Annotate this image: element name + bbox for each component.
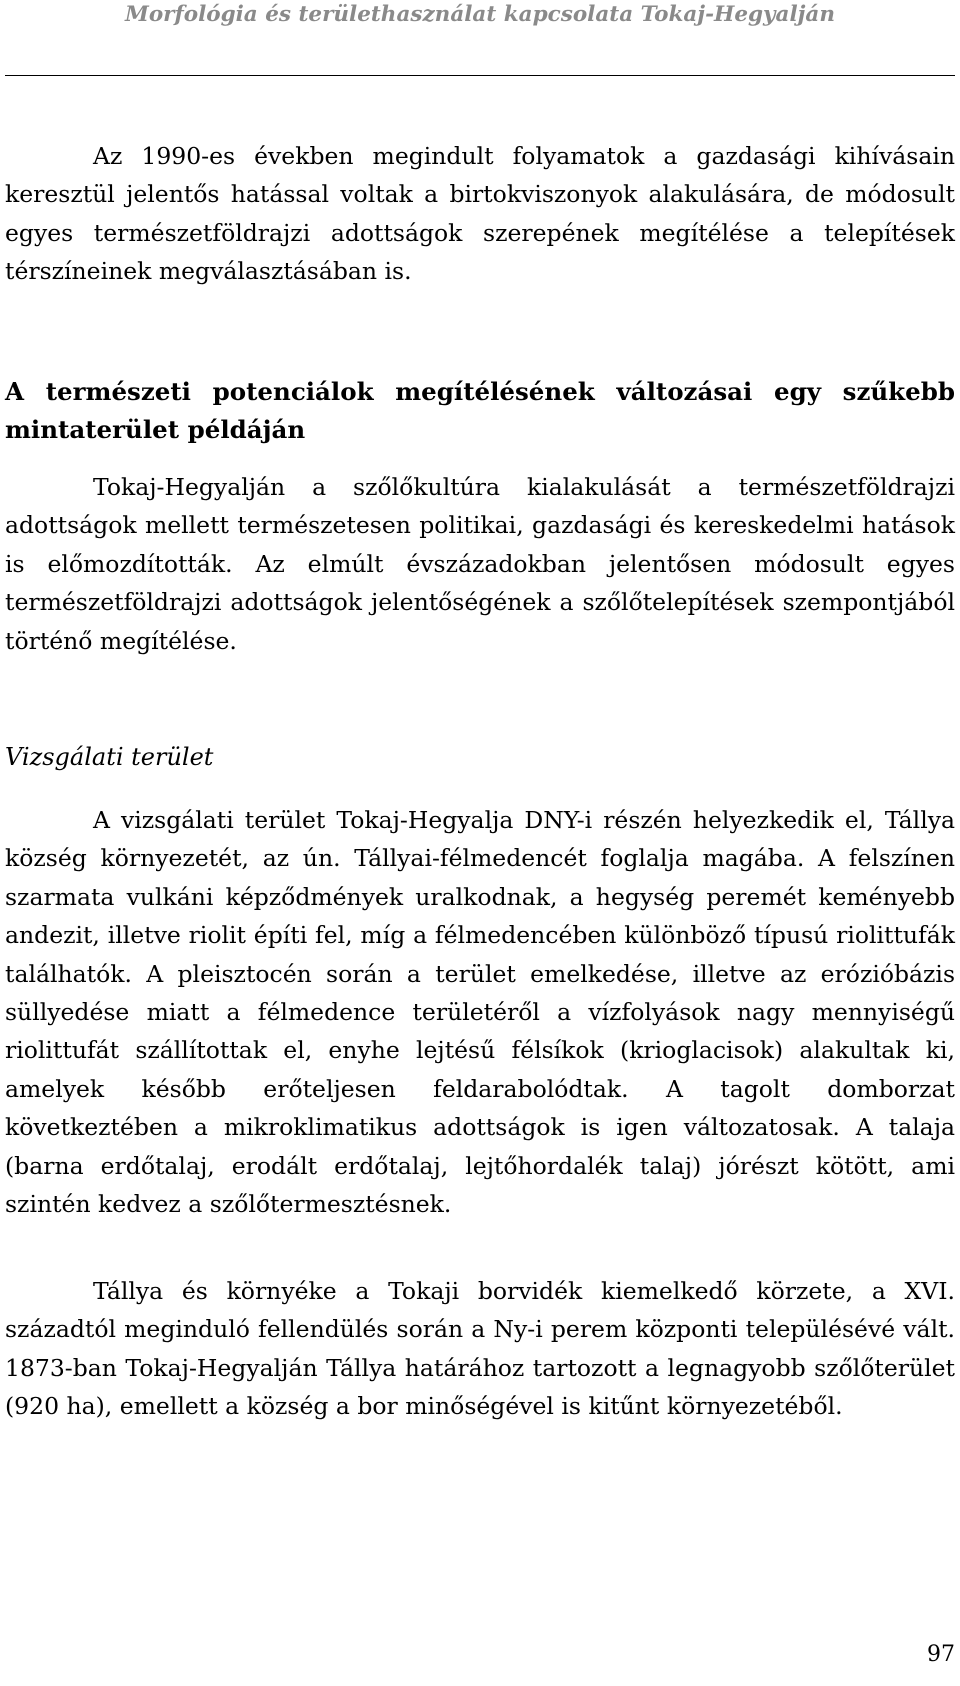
running-header: Morfológia és területhasználat kapcsolata Tokaj-Hegyalján bbox=[125, 2, 835, 27]
subsection-heading: Vizsgálati terület bbox=[5, 743, 214, 771]
body-paragraph-1: Az 1990-es években megindult folyamatok a gazdasági kihívásain keresztül jelentős hatással voltak a birtokviszonyok alakulására, de módosult egyes természetföldrajzi adottságok szerepének megítélése a telepítések térszíneinek megválasztásában is. bbox=[5, 142, 955, 286]
body-paragraph-2: Tokaj-Hegyalján a szőlőkultúra kialakulását a természetföldrajzi adottságok mellett természetesen politikai, gazdasági és kereskedelmi hatások is előmozdították. Az elmúlt évszázadokban jelentősen módosult egyes természetföldrajzi adottságok jelentőségének a szőlőtelepítések szempontjából történő megítélése. bbox=[5, 473, 955, 655]
page-number: 97 bbox=[927, 1642, 955, 1667]
body-paragraph-4: Tállya és környéke a Tokaji borvidék kiemelkedő körzete, a XVI. századtól meginduló fellendülés során a Ny-i perem központi településévé vált. 1873-ban Tokaj-Hegyalján Tállya határához tartozott a legnagyobb szőlőterület (920 ha), emellett a község a bor minőségével is kitűnt környezetéből. bbox=[5, 1277, 955, 1421]
section-heading: A természeti potenciálok megítélésének változásai egy szűkebb mintaterület példáján bbox=[5, 377, 955, 445]
document-page bbox=[5, 0, 955, 1686]
body-paragraph-3: A vizsgálati terület Tokaj-Hegyalja DNY-i részén helyezkedik el, Tállya község környezetét, az ún. Tállyai-félmedencét foglalja magába. A felszínen szarmata vulkáni képződmények uralkodnak, a hegység peremét keményebb andezit, illetve riolit építi fel, míg a félmedencében különböző típusú riolittufák találhatók. A pleisztocén során a terület emelkedése, illetve az erózióbázis süllyedése miatt a félmedence területéről a vízfolyások nagy mennyiségű riolittufát szállítottak el, enyhe lejtésű félsíkok (krioglacisok) alakultak ki, amelyek később erőteljesen feldarabolódtak. A tagolt domborzat következtében a mikroklimatikus adottságok is igen változatosak. A talaja (barna erdőtalaj, erodált erdőtalaj, lejtőhordalék talaj) jórészt kötött, ami szintén kedvez a szőlőtermesztésnek. bbox=[5, 806, 955, 1219]
header-divider bbox=[5, 75, 955, 76]
